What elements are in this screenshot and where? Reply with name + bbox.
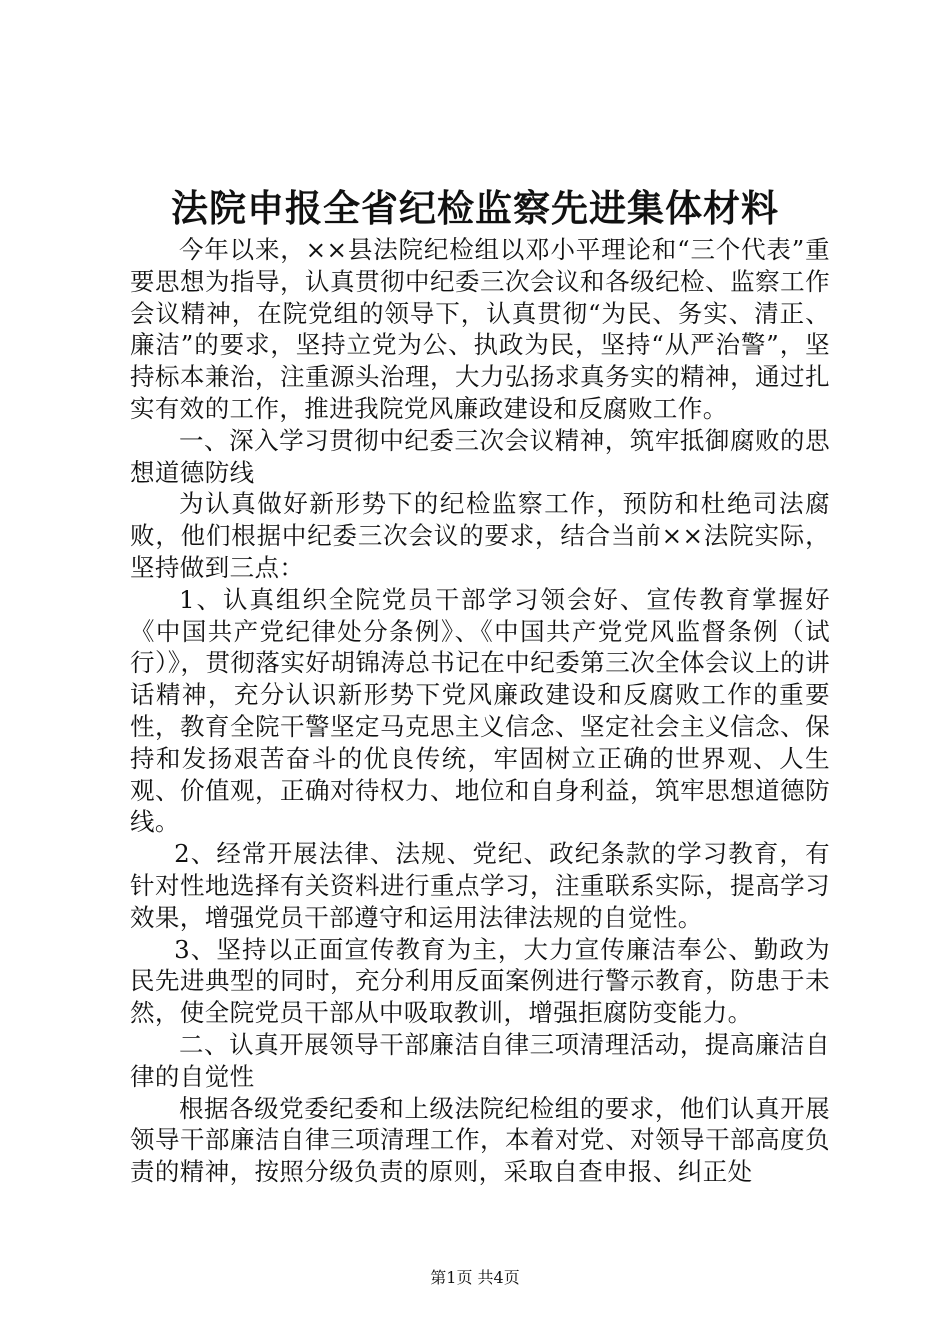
document-body (130, 234, 830, 1188)
heading-section-2: 二、认真开展领导干部廉洁自律三项清理活动，提高廉洁自律的自觉性 (130, 1029, 830, 1091)
list-item-3: 3、坚持以正面宣传教育为主，大力宣传廉洁奉公、勤政为民先进典型的同时，充分利用反面案例进行警示教育，防患于未然，使全院党员干部从中吸取教训，增强拒腐防变能力。 (130, 934, 830, 1028)
paragraph-intro: 今年以来，××县法院纪检组以邓小平理论和“三个代表”重要思想为指导，认真贯彻中纪委三次会议和各级纪检、监察工作会议精神，在院党组的领导下，认真贯彻“为民、务实、清正、廉洁”的要求，坚持立党为公、执政为民，坚持“从严治警”，坚持标本兼治，注重源头治理，大力弘扬求真务实的精神，通过扎实有效的工作，推进我院党风廉政建设和反腐败工作。 (130, 235, 830, 423)
paragraph-section-2: 根据各级党委纪委和上级法院纪检组的要求，他们认真开展领导干部廉洁自律三项清理工作，本着对党、对领导干部高度负责的精神，按照分级负责的原则，采取自查申报、纠正处 (130, 1093, 830, 1187)
paragraph-section-1: 为认真做好新形势下的纪检监察工作，预防和杜绝司法腐败，他们根据中纪委三次会议的要求，结合当前××法院实际，坚持做到三点： (130, 489, 830, 582)
list-item-2: 2、经常开展法律、法规、党纪、政纪条款的学习教育，有针对性地选择有关资料进行重点学习，注重联系实际，提高学习效果，增强党员干部遵守和运用法律法规的自觉性。 (130, 839, 830, 932)
list-item-1: 1、认真组织全院党员干部学习领会好、宣传教育掌握好《中国共产党纪律处分条例》、《中国共产党党风监督条例（试行）》，贯彻落实好胡锦涛总书记在中纪委第三次全体会议上的讲话精神，充分认识新形势下党风廉政建设和反腐败工作的重要性，教育全院干警坚定马克思主义信念、坚定社会主义信念、保持和发扬艰苦奋斗的优良传统，牢固树立正确的世界观、人生观、价值观，正确对待权力、地位和自身利益，筑牢思想道德防线。 (130, 584, 830, 837)
heading-section-1: 一、深入学习贯彻中纪委三次会议精神，筑牢抵御腐败的思想道德防线 (130, 425, 830, 487)
page-number: 第1页 共4页 (430, 1268, 520, 1287)
document-title: 法院申报全省纪检监察先进集体材料 (171, 186, 779, 230)
